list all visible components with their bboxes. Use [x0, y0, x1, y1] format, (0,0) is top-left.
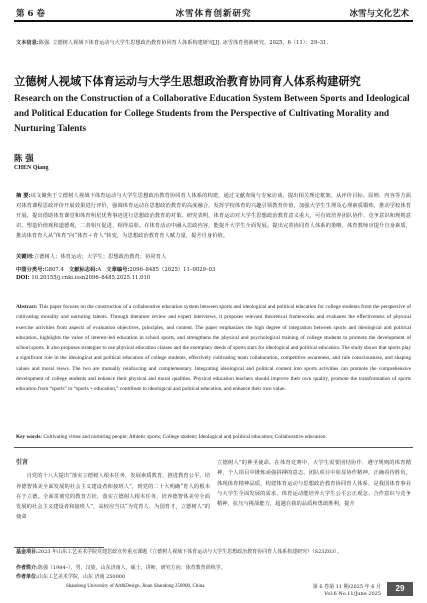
issue-info: [313, 584, 381, 598]
article-title-cn: 立德树人视域下体育运动与大学生思想政治教育协同育人体系构建研究: [14, 74, 361, 88]
keywords-cn: [16, 252, 411, 260]
keywords-en-label: Key words:: [16, 434, 43, 440]
article-number-value: 2096–8485（2025）11–0029–03: [129, 267, 216, 273]
author-bio-label: 作者简介:: [16, 565, 38, 571]
keywords-en: [16, 434, 411, 440]
doc-code-value: A: [97, 267, 102, 273]
section-name: 冰雪与文化艺术: [349, 9, 409, 19]
keywords-cn-text: 立德树人；体育运动；大学生；思想政治教育；协同育人: [33, 254, 167, 260]
abstract-en-text: This paper focuses on the construction of a collaborative education system between sports and ideological and political education for college students from the perspective of cultivating morality and nurturing talents. Through literature review and expert interviews, it proposes relevant theoretical frameworks and evaluates the effectiveness of physical exercise activities from aspects of evaluation objectives, principles, and content. The paper emphasizes the high degree of integration between sports and ideological and political education, highlights the value of interest-led education in school sports, and strengthens the physical and psychological training of college students to promote the development of school sports. It also proposes strategies to use physical education classes and the exemplary deeds of sports stars for ideological and political education. The study shows that sports play a significant role in the ideological and political education of college students, effectively cultivating team collaboration, competitive awareness, and rule consciousness, and shaping values and moral views. The two are mutually reinforcing and complementary. Integrating ideological and political content into sports activities can promote the comprehensive development of college students and enhance their physical and moral qualities. Physical education teachers should improve their own quality, promote the transformation of sports education from “sports” to “sports + education,” contribute to ideological and political education, and enhance their own value.: [16, 304, 411, 393]
classification-row: [16, 265, 411, 273]
clc-value: G807.4: [44, 267, 64, 273]
intro-paragraph-right: 立德树人”的神圣使命。在体育竞赛中，大学生需要团结协作、遵守规则的体育精神，个人项目中锤炼顽强拼搏的意志，团队项目中彰显协作精神，正确看待胜负，体现体育精神品质，构建体育运动与思想政治教育协同育人体系，是我国体育事业与大学生全面发展的需求，体育运动能培养大学生公平公正观念、合作意识与竞争精神，抗压与挑战能力，超越自我的品质和勇敢胜利，提升: [217, 460, 411, 508]
footnote-fund: [16, 549, 367, 557]
intro-heading: 引言: [16, 459, 29, 466]
journal-name: 冰雪体育创新研究: [175, 9, 252, 19]
abstract-en: [16, 302, 411, 395]
author-name-cn: 陈 强: [14, 153, 34, 163]
article-title-en: Research on the Construction of a Collaborative Education System Between Sports and Ideological and Political Education for College Students from the Perspective of Cultivating Morality and Nurturing Talents: [14, 94, 410, 134]
unit-label: 作者单位:: [16, 574, 38, 580]
page-number: 29: [387, 582, 413, 596]
fund-label: 基金项目:: [16, 549, 38, 555]
body-column-left: [16, 458, 210, 523]
keywords-cn-label: 关键词:: [16, 254, 34, 260]
intro-paragraph-left: 自党的十八大提出“落实立德树人根本任务，发展素质教育，推进教育公平，培养德智体美全面发展的社会主义建设者和接班人”，到党的二十大明确“育人的根本在于立德。全面贯彻党的教育方针，落实立德树人根本任务，培养德智体美劳全面发展的社会主义建设者和接班人”，高校应当以“为党育人、为国育才，立德树人”的使命: [16, 473, 210, 521]
doi-value: 10.20155/j.cnki.issn2096–8485.2025.11.010: [31, 275, 151, 281]
issue-info-en: Vol.6 No.11/June 2025: [324, 591, 381, 597]
running-header: [0, 0, 427, 24]
abstract-divider: [14, 447, 413, 448]
abstract-cn-label: 摘 要:: [16, 193, 31, 199]
unit-text: 山东工艺美术学院，山东 济南 250000: [37, 574, 126, 580]
keywords-en-text: Cultivating virtue and nurturing people; Athletic sports; College student; Ideological and political education; Collaborative education: [43, 434, 326, 440]
author-name-en: CHEN Qiang: [14, 165, 49, 171]
header-rule: [14, 20, 413, 22]
fund-text: 2023 年山东工艺美术学院党建思政宣传重点课题《立德树人视域下体育运动与大学生思想政治教育协同育人体系构建研究》（S23Z03）。: [37, 549, 342, 555]
abstract-cn-text: 该文聚焦于立德树人视域下体育运动与大学生思想政治教育协同育人体系的构建，通过文献查阅与专家访谈，提出相关理论框架，从评价目标、原则、内容等方面对体育课程思政评价开展效果进行评价，强调体育运动在思想政治教育的高度融合，发挥学校体育的兴趣引领教育价值，加强大学生生理及心理素质锻炼，推动学校体育开展。提出借助体育课堂和体育明星优秀事迹进行思想政治教育的对策。研究表明，体育运动对大学生思想政治教育意义重大，可有效培养团队协作、竞争意识和规则意识，塑造价值观和道德观，二者相互促进、相得益彰。在体育活动中融入思政内容，能提升大学生全面发展。提出完善协同育人体系的策略，体育教师应提升自身素质，推动体育育人从“体育”向“体育＋育人”转变，为思想政治教育育人赋力量，提升自身价值。: [16, 193, 411, 239]
footnote-author: [16, 565, 367, 573]
issue-info-cn: 第 6 卷第 11 期/2025 年 6 月: [312, 584, 381, 590]
citation-info: [16, 40, 411, 47]
volume-label: 第 6 卷: [16, 9, 45, 19]
clc-label: 中图分类号:: [16, 267, 45, 273]
doc-code-label: 文献标志码:: [68, 267, 98, 273]
article-number-label: 文章编号:: [106, 267, 130, 273]
citation-text: 陈强. 立德树人视域下体育运动与大学生思想政治教育协同育人体系构建研究[J]. 冰雪体育创新研究，2025，6（11）：29–31.: [38, 40, 328, 46]
citation-label: 文本信息:: [16, 40, 39, 46]
doi-label: DOI:: [16, 275, 30, 281]
footnote-unit-en: Shandong University of Art&Design, Jinan Shandong 250000, China: [66, 584, 205, 589]
author-bio-text: 陈强（1984–），男，汉族，山东济南人，硕士，讲师，研究方向：体育教育训练学。: [37, 565, 226, 571]
body-column-right: [217, 458, 411, 509]
footnote-rule: [14, 547, 104, 548]
abstract-en-label: Abstract:: [16, 304, 38, 310]
abstract-cn: [16, 191, 411, 241]
doi-row: [16, 275, 411, 281]
footnote-unit: [16, 574, 367, 582]
